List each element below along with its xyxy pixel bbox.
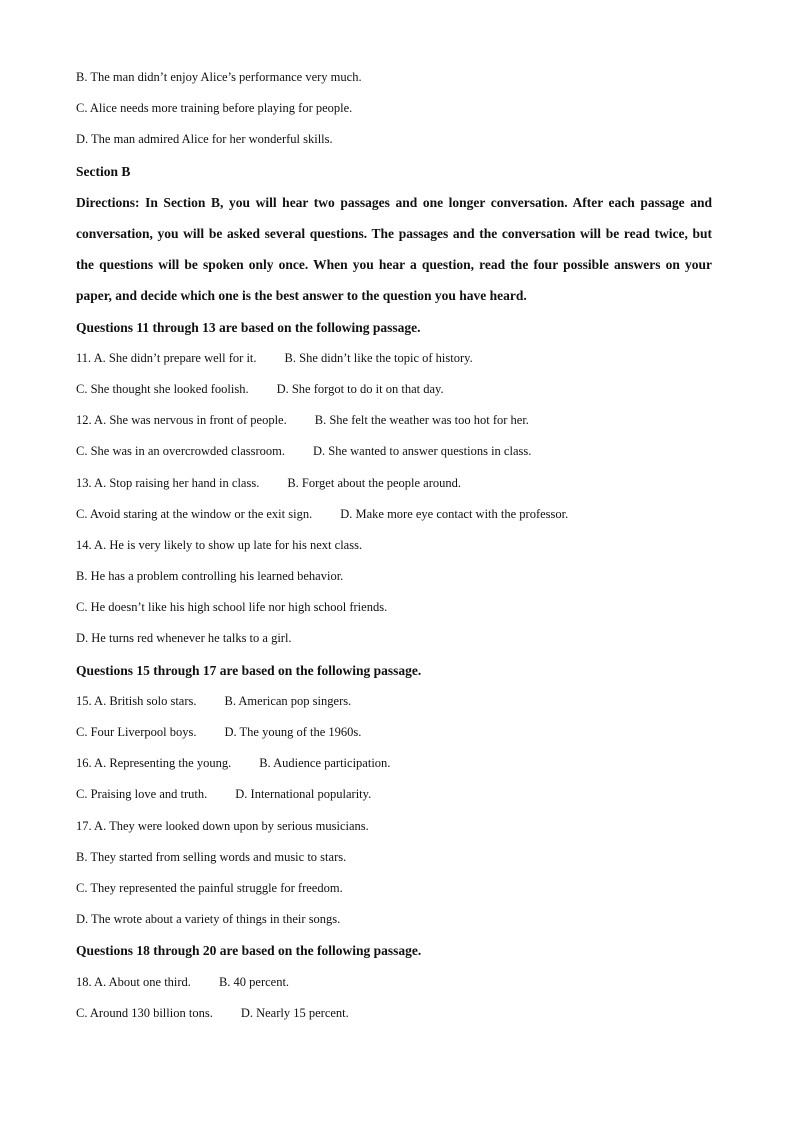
option-11-c: C. She thought she looked foolish. bbox=[76, 381, 249, 396]
option-18-b: B. 40 percent. bbox=[218, 974, 290, 989]
option-14-a: 14. A. He is very likely to show up late for his next class. bbox=[76, 537, 363, 552]
option-16-c: C. Praising love and truth. bbox=[76, 787, 208, 802]
option-12-d: D. She wanted to answer questions in class. bbox=[312, 444, 532, 459]
question-16-row-2 bbox=[76, 779, 712, 810]
option-13-c: C. Avoid staring at the window or the exit sign. bbox=[76, 506, 313, 521]
question-group-title: Questions 11 through 13 are based on the following passage. bbox=[76, 319, 421, 335]
question-15-row-1 bbox=[76, 686, 712, 717]
document-page bbox=[76, 62, 712, 1029]
question-12-row-2 bbox=[76, 436, 712, 467]
question-16-row-1 bbox=[76, 748, 712, 779]
section-title: Section B bbox=[76, 163, 131, 179]
option-17-b: B. They started from selling words and music to stars. bbox=[76, 849, 347, 864]
option-17-a: 17. A. They were looked down upon by serious musicians. bbox=[76, 818, 369, 833]
directions-paragraph: Directions: In Section B, you will hear two passages and one longer conversation. After each passage and conversation, you will be asked several questions. The passages and the conversation will be read twice, but the questions will be spoken only once. When you hear a question, read the four possible answers on your paper, and decide which one is the best answer to the question you have heard. bbox=[76, 194, 712, 304]
option-14-d: D. He turns red whenever he talks to a girl. bbox=[76, 631, 292, 646]
option-line: D. The man admired Alice for her wonderful skills. bbox=[76, 132, 333, 147]
option-18-d: D. Nearly 15 percent. bbox=[240, 1005, 349, 1020]
option-14-c: C. He doesn’t like his high school life nor high school friends. bbox=[76, 600, 388, 615]
option-11-d: D. She forgot to do it on that day. bbox=[276, 381, 444, 396]
question-group-title: Questions 18 through 20 are based on the following passage. bbox=[76, 943, 422, 959]
option-17-c: C. They represented the painful struggle for freedom. bbox=[76, 880, 343, 895]
option-17-d: D. The wrote about a variety of things in their songs. bbox=[76, 912, 341, 927]
question-13-row-1 bbox=[76, 468, 712, 499]
option-18-a: 18. A. About one third. bbox=[76, 974, 191, 989]
option-15-b: B. American pop singers. bbox=[224, 693, 352, 708]
option-16-a: 16. A. Representing the young. bbox=[76, 756, 232, 771]
option-13-a: 13. A. Stop raising her hand in class. bbox=[76, 475, 260, 490]
option-13-b: B. Forget about the people around. bbox=[287, 475, 462, 490]
option-15-c: C. Four Liverpool boys. bbox=[76, 725, 197, 739]
question-11-row-2 bbox=[76, 374, 712, 405]
option-16-d: D. International popularity. bbox=[235, 787, 372, 802]
question-13-row-2 bbox=[76, 499, 712, 530]
option-18-c: C. Around 130 billion tons. bbox=[76, 1005, 213, 1020]
question-15-row-2 bbox=[76, 717, 712, 748]
option-line: B. The man didn’t enjoy Alice’s performance very much. bbox=[76, 70, 362, 84]
option-15-d: D. The young of the 1960s. bbox=[224, 725, 362, 739]
option-16-b: B. Audience participation. bbox=[259, 756, 391, 771]
option-14-b: B. He has a problem controlling his learned behavior. bbox=[76, 569, 344, 584]
option-12-c: C. She was in an overcrowded classroom. bbox=[76, 444, 285, 459]
option-line: C. Alice needs more training before playing for people. bbox=[76, 101, 353, 116]
option-11-a: 11. A. She didn’t prepare well for it. bbox=[76, 350, 257, 365]
option-15-a: 15. A. British solo stars. bbox=[76, 693, 197, 708]
question-18-row-1 bbox=[76, 967, 712, 998]
question-18-row-2 bbox=[76, 998, 712, 1029]
option-13-d: D. Make more eye contact with the professor. bbox=[340, 506, 569, 521]
option-11-b: B. She didn’t like the topic of history. bbox=[284, 350, 473, 365]
question-group-title: Questions 15 through 17 are based on the following passage. bbox=[76, 662, 422, 678]
question-12-row-1 bbox=[76, 405, 712, 436]
option-12-b: B. She felt the weather was too hot for her. bbox=[314, 413, 529, 428]
question-11-row-1 bbox=[76, 343, 712, 374]
option-12-a: 12. A. She was nervous in front of people. bbox=[76, 413, 287, 428]
